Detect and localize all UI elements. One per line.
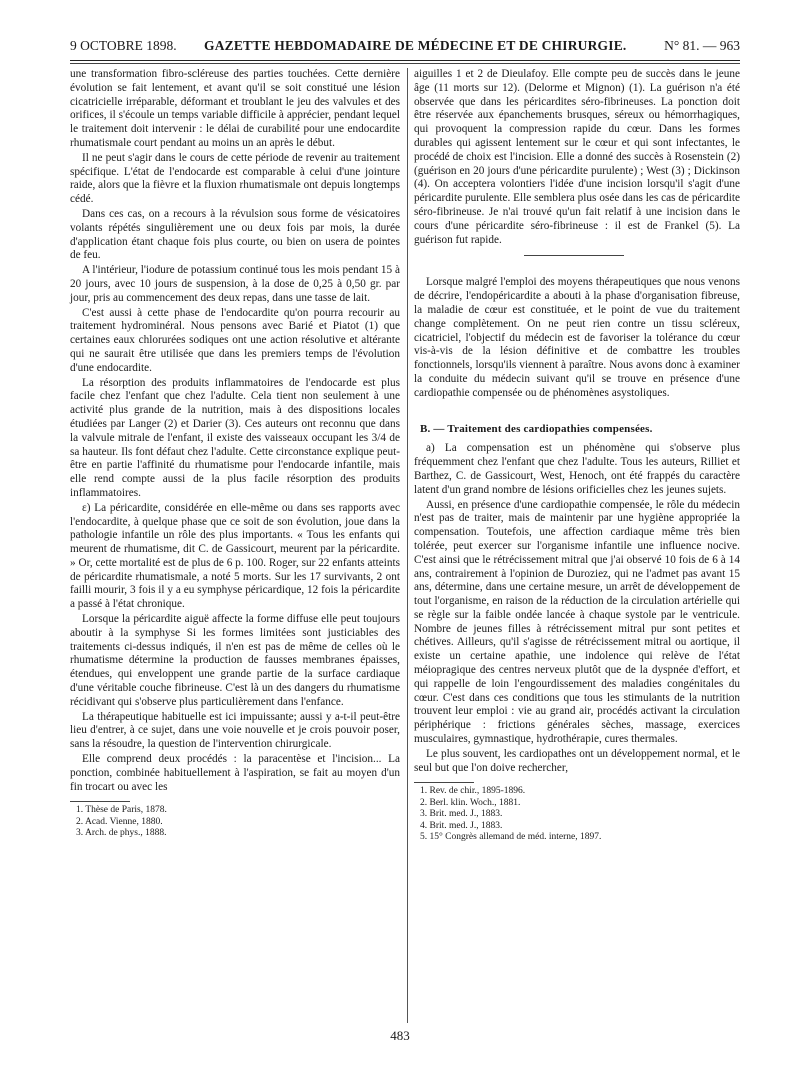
paragraph: La résorption des produits inflammatoires de l'endocarde est plus facile chez l'enfant que chez l'adulte. Cela tient non seulement à une activité plus grande de la nutrition, mais à des dispositions locales étudiées par Langer (2) et Darier (3). Ces auteurs ont reconnu que dans la valvule mitrale de l'enfant, il existe des vaisseaux occupant les 3/4 de sa hauteur. Ils font défaut chez l'adulte. Cette circonstance explique peut-être en partie l'affinité du rhumatisme pour l'endocarde infantile, mais elle rend compte aussi de la plus facile résorption des produits inflammatoires. xyxy=(70,376,400,499)
paragraph: Aussi, en présence d'une cardiopathie compensée, le rôle du médecin n'est pas de traiter, mais de maintenir par une hygiène appropriée la compensation. Toutefois, une affection cardiaque même très bien tolérée, peut exercer sur l'organisme infantile une influence nocive. C'est ainsi que le rétrécissement mitral que j'ai observé 10 fois de 6 à 14 ans, contrairement à l'opinion de Duroziez, qui ne l'admet pas avant 15 ans, détermine, dans une certaine mesure, un arrêt de développement de tout l'organisme, en raison de la réduction de la circulation artérielle qui se règle sur la faible ondée lancée à chaque systole par le ventricule. Nombre de jeunes filles à rétrécissement mitral pur sont petites et chétives. Ailleurs, qu'il s'agisse de rétrécissement mitral ou aortique, il existe un certaine apathie, une indolence qui relève de l'état méiopragique des centres nerveux plutôt que de la dyspnée d'effort, et qui rappelle de loin l'engourdissement des maladies congénitales du cœur. C'est dans ces conditions que tous les stimulants de la nutrition trouvent leur emploi : vie au grand air, procédés activant la circulation périphérique : frictions générales sèches, massage, exercices musculaires, gymnastique, hydrothérapie, cures thermales. xyxy=(414,498,740,746)
left-footnotes xyxy=(70,805,400,840)
section-subheading: B. — Traitement des cardiopathies compensées. xyxy=(420,422,653,435)
right-column xyxy=(414,68,740,844)
paragraph: A l'intérieur, l'iodure de potassium continué tous les mois pendant 15 à 20 jours, avec 10 jours de suspension, à la dose de 0,25 à 0,50 gr. par jour, pris au commencement des deux repas, dans une tasse de lait. xyxy=(70,264,400,304)
footnote: 5. 15° Congrès allemand de méd. interne, 1897. xyxy=(420,832,602,843)
paragraph: Lorsque malgré l'emploi des moyens thérapeutiques que nous venons de décrire, l'endopéricardite a abouti à la phase d'organisation fibreuse, la maladie de cœur est constituée, et le point de vue du traitement change complètement. On ne peut rien contre un tissu scléreux, cicatriciel, l'objectif du médecin est de favoriser la tolérance du cœur vis-à-vis de la lésion définitive et de combattre les troubles fonctionnels, lorsqu'ils viennent à paraître. Nous avons donc à examiner la conduite du médecin suivant qu'il se trouve en présence d'une cardiopathie compensée ou de phénomènes asystoliques. xyxy=(414,276,740,399)
paragraph: a) La compensation est un phénomène qui s'observe plus fréquemment chez l'enfant que chez l'adulte. Tous les auteurs, Rilliet et Barthez, C. de Gassicourt, West, Henoch, ont été frappés du caractère latent d'un grand nombre de lésions orificielles chez les jeunes sujets. xyxy=(414,442,740,496)
paragraph: ε) La péricardite, considérée en elle-même ou dans ses rapports avec l'endocardite, à quelque phase que ce soit de son évolution, joue dans la pathologie infantile un rôle des plus importants. « Tous les enfants qui meurent de rhumatisme, dit C. de Gassicourt, meurent par la péricardite. » Or, cette mortalité est de plus de 6 p. 100. Roger, sur 22 enfants atteints de péricardite rhumatismale, a noté 5 morts. Sur les 17 survivants, 2 ont failli mourir, 3 fois il y a eu symphyse péricardique, 12 fois la péricardite a passé à l'état chronique. xyxy=(70,501,400,611)
paragraph: Le plus souvent, les cardiopathes ont un développement normal, et le seul but que l'on doive rechercher, xyxy=(414,747,740,774)
paragraph: Dans ces cas, on a recours à la révulsion sous forme de vésicatoires volants répétés singulièrement une ou deux fois par mois, la durée d'application étant chaque fois plus courte, ou bien on usera de pointes de feu. xyxy=(70,207,400,262)
footnote: 3. Arch. de phys., 1888. xyxy=(76,828,167,839)
footnote: 1. Rev. de chir., 1895-1896. xyxy=(420,786,526,797)
running-header xyxy=(70,38,740,60)
header-date: 9 OCTOBRE 1898. xyxy=(70,38,177,53)
paragraph: Elle comprend deux procédés : la paracentèse et l'incision... La ponction, combinée habituellement à l'aspiration, se fait au moyen d'un fin trocart ou avec les xyxy=(70,753,400,793)
left-column xyxy=(70,68,400,840)
column-divider xyxy=(407,68,408,1023)
paragraph: Il ne peut s'agir dans le cours de cette période de revenir au traitement spécifique. L'état de l'endocarde est comparable à celui d'une jointure raide, alors que la fièvre et la fluxion rhumatismale ont depuis longtemps cédé. xyxy=(70,151,400,206)
header-rule xyxy=(70,60,740,61)
paragraph: une transformation fibro-scléreuse des parties touchées. Cette dernière évolution se fait lentement, et avant qu'il se soit constitué une lésion cicatricielle irréparable, déformant et troublant le jeu des valvules et des orifices, il s'écoule un temps variable difficile à apprécier, pendant lequel le traitement doit intervenir : le délai de curabilité pour une endocardite rhumatismale court pendant au moins un an après le début. xyxy=(70,68,400,149)
paragraph: La thérapeutique habituelle est ici impuissante; aussi y a-t-il peut-être lieu d'entrer, à ce sujet, dans une voie nouvelle et je crois pouvoir poser, sans la résoudre, la question de l'intervention chirurgicale. xyxy=(70,710,400,751)
paragraph: aiguilles 1 et 2 de Dieulafoy. Elle compte peu de succès dans le jeune âge (11 morts sur 12). (Delorme et Mignon) (1). La guérison n'a été observée que dans les péricardites séro-fibrineuses. La ponction doit être réservée aux épanchements brusques, séreux ou hémorrhagiques, qui provoquent la compression rapide du cœur. Dans les formes durables qui agissent lentement sur le cœur et qui sont infectantes, le procédé de choix est l'incision. Elle a donné des succès à Rosenstein (2) (guérison en 20 jours d'une péricardite purulente) ; West (3) ; Dickinson (4). On acceptera volontiers l'idée d'une incision lorsqu'il s'agit d'une péricardite purulente. Elle semblera plus osée dans les cas de péricardite séro-fibrineuse. Je n'ai trouvé qu'un fait relatif à une incision dans le cours d'une péricardite séro-fibrineuse : il est de Frankel (5). La guérison fut rapide. xyxy=(414,68,740,246)
footnote: 2. Acad. Vienne, 1880. xyxy=(76,816,163,827)
paragraph: C'est aussi à cette phase de l'endocardite qu'on pourra recourir au traitement hydrominéral. Nous pensons avec Barié et Piatot (1) que certaines eaux chlorurées sodiques ont une action résolutive et altérante qui ne saurait être utilisée que dans les premiers temps de l'évolution d'une endocardite. xyxy=(70,306,400,374)
footnote: 3. Brit. med. J., 1883. xyxy=(420,809,503,820)
footnote: 1. Thèse de Paris, 1878. xyxy=(76,805,167,816)
header-rule-thin xyxy=(70,63,740,64)
paragraph: Lorsque la péricardite aiguë affecte la forme diffuse elle peut toujours aboutir à la symphyse Si les formes limitées sont justiciables des traitements ci-dessus indiqués, il n'en est pas de même de celles où le rhumatisme détermine la production de fausses membranes épaisses, étendues, qui enveloppent une grande partie de la surface cardiaque d'une véritable couche fibrineuse. C'est là un des dangers du rhumatisme récidivant qui s'observe plus particulièrement dans l'enfance. xyxy=(70,613,400,708)
header-journal-title: GAZETTE HEBDOMADAIRE DE MÉDECINE ET DE CHIRURGIE. xyxy=(204,38,627,53)
page-number: 483 xyxy=(390,1028,410,1043)
section-divider xyxy=(524,255,624,256)
footnote: 2. Berl. klin. Woch., 1881. xyxy=(420,797,521,808)
right-footnotes xyxy=(414,786,740,844)
footnote: 4. Brit. med. J., 1883. xyxy=(420,820,503,831)
header-issue-page: N° 81. — 963 xyxy=(664,38,740,53)
